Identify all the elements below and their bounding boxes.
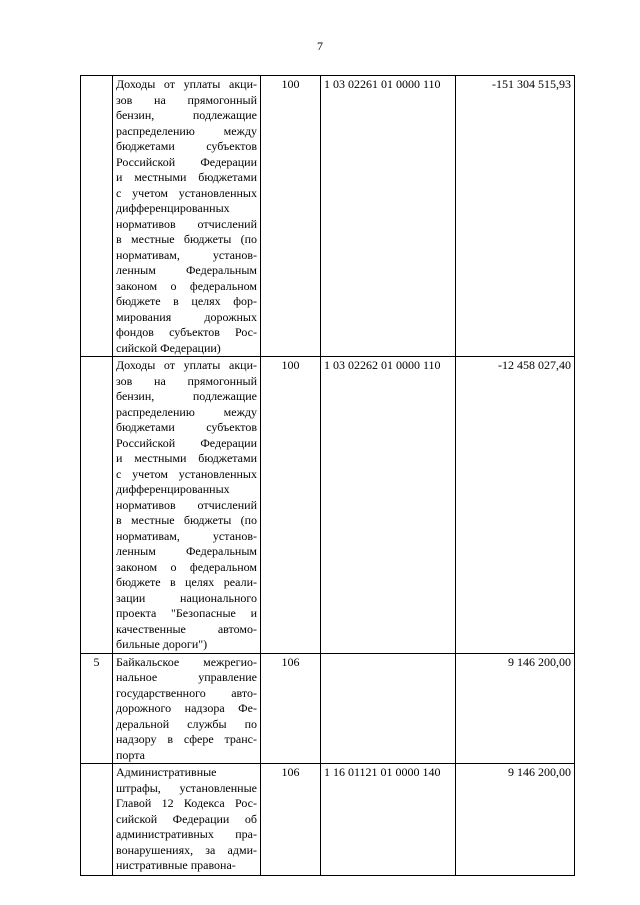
row-name-line: зации национального: [116, 590, 257, 605]
row-name-line: нормативов отчислений: [116, 216, 257, 231]
row-name-line: надзору в сфере транс-: [116, 732, 257, 746]
row-name-line: бензин, подлежащие: [116, 108, 257, 122]
row-name-line: с учетом установленных: [116, 466, 257, 481]
budget-table: [80, 75, 575, 876]
row-budget-code-cell: 1 03 02262 01 0000 110: [321, 357, 456, 654]
table-row: [81, 357, 575, 654]
row-name-line: государственного авто-: [116, 685, 257, 700]
row-name-line: нистративные правона-: [116, 858, 236, 872]
table-row: [81, 653, 575, 764]
row-name-line: деральной службы по: [116, 716, 257, 731]
row-name-line: Российской Федерации: [116, 435, 257, 450]
table-row: [81, 76, 575, 357]
row-admin-code-cell: 106: [261, 764, 321, 876]
row-name-line: качественные автомо-: [116, 621, 257, 636]
row-name-line: бюджетами субъектов: [116, 420, 257, 434]
row-name-line: бюджете в целях реали-: [116, 575, 257, 589]
row-admin-code-cell: 100: [261, 357, 321, 654]
row-amount-cell: -151 304 515,93: [456, 76, 575, 357]
row-name-line: Главой 12 Кодекса Рос-: [116, 796, 257, 810]
row-name-line: мирования дорожных: [116, 309, 257, 324]
row-name-line: бюджете в целях фор-: [116, 294, 257, 308]
row-name-line: ленным Федеральным: [116, 544, 257, 558]
row-name-line: сийской Федерации об: [116, 811, 257, 826]
row-name-line: нальное управление: [116, 670, 257, 684]
row-name-line: бензин, подлежащие: [116, 389, 257, 403]
row-name-line: с учетом установленных: [116, 185, 257, 200]
row-number-cell: [81, 764, 113, 876]
row-name-cell: [113, 653, 261, 764]
row-name-line: Административные: [116, 765, 217, 779]
row-name-line: Российской Федерации: [116, 154, 257, 169]
row-name-cell: [113, 764, 261, 876]
row-name-line: нормативам, установ-: [116, 247, 257, 262]
row-name-cell: [113, 357, 261, 654]
row-name-line: Доходы от уплаты акци-: [116, 358, 257, 372]
row-name-line: проекта "Безопасные и: [116, 606, 257, 620]
row-number-cell: [81, 357, 113, 654]
row-admin-code-cell: 100: [261, 76, 321, 357]
row-budget-code-cell: [321, 653, 456, 764]
budget-table-body: [81, 76, 575, 876]
row-name-line: законом о федеральном: [116, 278, 257, 293]
row-name-line: в местные бюджеты (по: [116, 232, 257, 246]
row-name-line: нормативам, установ-: [116, 528, 257, 543]
row-name-line: бюджетами субъектов: [116, 139, 257, 153]
row-name-cell: [113, 76, 261, 357]
row-amount-cell: -12 458 027,40: [456, 357, 575, 654]
row-name-line: бильные дороги"): [116, 637, 208, 651]
row-budget-code-cell: 1 03 02261 01 0000 110: [321, 76, 456, 357]
row-budget-code-cell: 1 16 01121 01 0000 140: [321, 764, 456, 876]
row-name-line: фондов субъектов Рос-: [116, 325, 257, 339]
row-name-line: дорожного надзора Фе-: [116, 701, 257, 715]
row-amount-cell: 9 146 200,00: [456, 764, 575, 876]
row-name-line: дифференцированных: [116, 201, 230, 215]
page-number: 7: [317, 39, 323, 53]
row-name-line: дифференцированных: [116, 482, 230, 496]
row-name-line: распределению между: [116, 123, 257, 138]
row-name-line: распределению между: [116, 404, 257, 419]
row-name-line: и местными бюджетами: [116, 170, 257, 184]
row-name-line: административных пра-: [116, 827, 257, 841]
row-name-line: зов на прямогонный: [116, 92, 257, 107]
row-number-cell: 5: [81, 653, 113, 764]
row-amount-cell: 9 146 200,00: [456, 653, 575, 764]
row-name-line: Доходы от уплаты акци-: [116, 77, 257, 91]
row-name-line: ленным Федеральным: [116, 263, 257, 277]
row-number-cell: [81, 76, 113, 357]
row-name-line: зов на прямогонный: [116, 373, 257, 388]
row-name-line: и местными бюджетами: [116, 451, 257, 465]
row-name-line: вонарушениях, за адми-: [116, 842, 257, 857]
row-name-line: в местные бюджеты (по: [116, 513, 257, 527]
row-name-line: нормативов отчислений: [116, 497, 257, 512]
row-name-line: Байкальское межрегио-: [116, 654, 257, 669]
table-row: [81, 764, 575, 876]
row-name-line: законом о федеральном: [116, 559, 257, 574]
row-name-line: сийской Федерации): [116, 340, 221, 355]
row-admin-code-cell: 106: [261, 653, 321, 764]
row-name-line: порта: [116, 747, 145, 762]
row-name-line: штрафы, установленные: [116, 780, 257, 795]
